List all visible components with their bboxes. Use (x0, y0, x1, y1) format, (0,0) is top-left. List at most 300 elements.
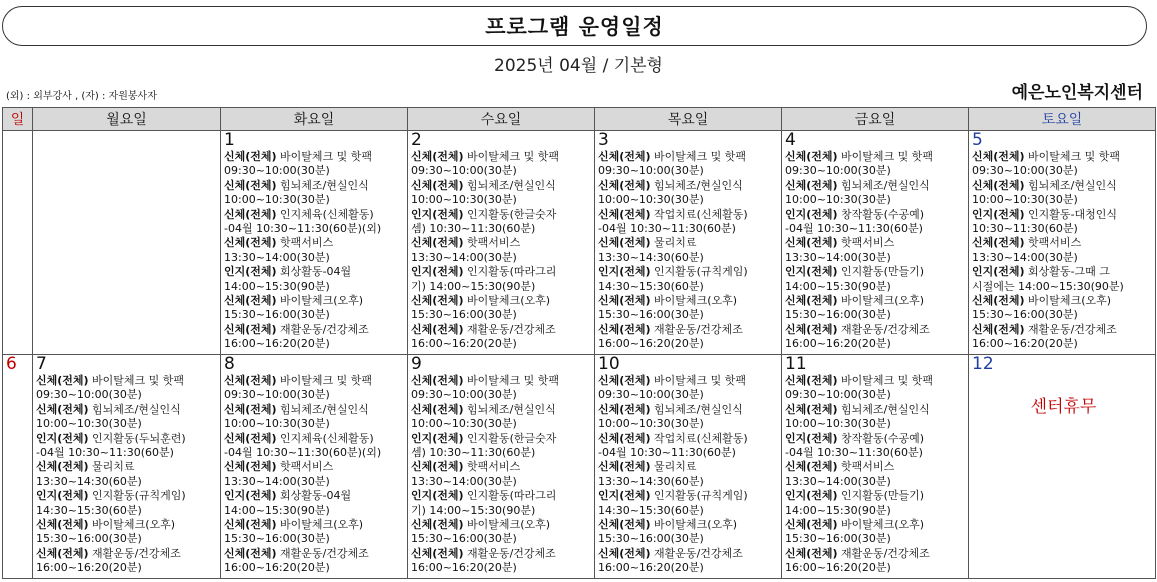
day-cell (221, 355, 408, 579)
event-title: 핫팩서비스 (463, 236, 521, 250)
day-number: 11 (785, 354, 807, 374)
event-title: 재활운동/건강체조 (463, 322, 556, 336)
event-category: 인지(전체) (972, 265, 1025, 279)
event-category: 인지(전체) (36, 431, 89, 445)
day-number: 10 (598, 354, 620, 374)
event-time: 시절에는 14:00~15:30(90분) (972, 279, 1124, 293)
event-title: 바이탈체크 및 핫팩 (650, 374, 747, 387)
event-category: 신체(전체) (411, 546, 464, 560)
event-line (36, 432, 220, 446)
week-row (3, 131, 1156, 355)
legend-text: (외) : 외부강사 , (자) : 자원봉사자 (6, 91, 157, 102)
event-category: 신체(전체) (785, 402, 838, 416)
event-category: 신체(전체) (598, 546, 651, 560)
day-cell (408, 131, 595, 355)
event-title: 인지활동(만들기) (837, 265, 925, 279)
day-number: 8 (224, 354, 235, 374)
event-line (224, 150, 407, 164)
event-time: 16:00~16:20(20분) (224, 337, 330, 351)
event-time: 15:30~16:00(30분) (785, 308, 891, 322)
event-line (36, 547, 220, 561)
event-title: 바이탈체크(오후) (88, 518, 176, 532)
event-title: 힘뇌체조/현실인식 (1024, 178, 1117, 192)
event-title: 핫팩서비스 (276, 236, 334, 250)
event-category: 신체(전체) (972, 294, 1025, 308)
event-time: 16:00~16:20(20분) (972, 337, 1078, 351)
event-time: 10:00~10:30(30분) (411, 193, 517, 207)
event-line (785, 518, 968, 532)
event-category: 신체(전체) (411, 374, 464, 387)
event-category: 신체(전체) (224, 518, 277, 532)
event-time: 13:30~14:00(30분) (411, 250, 517, 264)
event-line (598, 294, 781, 308)
event-title: 인지체육(신체활동) (276, 207, 374, 221)
event-category: 신체(전체) (972, 150, 1025, 163)
event-title: 인지활동(따라그리 (463, 265, 557, 279)
event-title: 바이탈체크(오후) (463, 518, 551, 532)
event-title: 인지활동-대청인식 (1024, 207, 1118, 221)
event-line (972, 265, 1155, 279)
day-cell (595, 131, 782, 355)
event-time: 14:00~15:30(90분) (224, 503, 330, 517)
event-time: -04월 10:30~11:30(60분) (785, 446, 923, 460)
event-time: 16:00~16:20(20분) (785, 561, 891, 575)
week-row (3, 355, 1156, 579)
event-line (785, 460, 968, 474)
event-line (36, 460, 220, 474)
event-time: 09:30~10:00(30분) (785, 164, 891, 178)
event-category: 신체(전체) (411, 322, 464, 336)
event-title: 인지활동(한글숫자 (463, 431, 557, 445)
event-line (598, 460, 781, 474)
event-line (785, 323, 968, 337)
event-title: 재활운동/건강체조 (463, 546, 556, 560)
event-category: 인지(전체) (785, 489, 838, 503)
event-line (972, 294, 1155, 308)
event-title: 힘뇌체조/현실인식 (837, 178, 930, 192)
event-category: 신체(전체) (785, 294, 838, 308)
event-title: 힘뇌체조/현실인식 (650, 402, 743, 416)
event-line (411, 323, 594, 337)
event-line (224, 460, 407, 474)
event-time: 13:30~14:00(30분) (785, 250, 891, 264)
day-number: 2 (411, 130, 422, 150)
event-line (785, 236, 968, 250)
event-line (598, 374, 781, 388)
weekday-wed: 수요일 (408, 108, 595, 131)
event-time: 09:30~10:00(30분) (972, 164, 1078, 178)
event-time: 09:30~10:00(30분) (598, 164, 704, 178)
event-title: 인지활동(만들기) (837, 489, 925, 503)
event-title: 핫팩서비스 (1024, 236, 1082, 250)
event-time: 14:30~15:30(60분) (36, 503, 142, 517)
event-line (598, 208, 781, 222)
event-line (598, 518, 781, 532)
event-time: 16:00~16:20(20분) (785, 337, 891, 351)
event-title: 핫팩서비스 (276, 460, 334, 474)
event-category: 인지(전체) (36, 489, 89, 503)
event-category: 신체(전체) (411, 236, 464, 250)
weekday-sat: 토요일 (969, 108, 1156, 131)
event-category: 인지(전체) (411, 265, 464, 279)
event-category: 신체(전체) (411, 518, 464, 532)
event-time: 셈) 10:30~11:30(60분) (411, 222, 536, 236)
event-line (785, 294, 968, 308)
event-line (785, 489, 968, 503)
event-category: 신체(전체) (224, 431, 277, 445)
weekday-mon: 월요일 (33, 108, 221, 131)
event-title: 힘뇌체조/현실인식 (276, 178, 369, 192)
event-time: 14:30~15:30(60분) (598, 279, 704, 293)
event-line (785, 374, 968, 388)
event-title: 힘뇌체조/현실인식 (88, 402, 181, 416)
event-category: 신체(전체) (785, 178, 838, 192)
event-time: 13:30~14:00(30분) (972, 250, 1078, 264)
event-time: 15:30~16:00(30분) (598, 308, 704, 322)
event-line (224, 236, 407, 250)
day-cell (33, 131, 221, 355)
event-time: 13:30~14:30(60분) (598, 474, 704, 488)
event-time: 15:30~16:00(30분) (598, 532, 704, 546)
event-title: 물리치료 (650, 460, 697, 474)
event-line (36, 374, 220, 388)
event-time: 09:30~10:00(30분) (411, 388, 517, 402)
event-time: -04월 10:30~11:30(60분)(외) (224, 446, 382, 460)
day-cell (221, 131, 408, 355)
event-title: 재활운동/건강체조 (837, 546, 930, 560)
event-time: 15:30~16:00(30분) (972, 308, 1078, 322)
event-title: 힘뇌체조/현실인식 (463, 402, 556, 416)
event-category: 신체(전체) (224, 374, 277, 387)
event-category: 신체(전체) (598, 322, 651, 336)
weekday-sun: 일 (3, 108, 33, 131)
event-line (411, 489, 594, 503)
event-time: 16:00~16:20(20분) (224, 561, 330, 575)
event-time: 10:00~10:30(30분) (411, 417, 517, 431)
event-time: 10:00~10:30(30분) (598, 193, 704, 207)
weekday-fri: 금요일 (782, 108, 969, 131)
event-line (224, 403, 407, 417)
event-title: 바이탈체크 및 핫팩 (837, 374, 934, 387)
weekday-tue: 화요일 (221, 108, 408, 131)
event-title: 바이탈체크(오후) (837, 294, 925, 308)
event-line (785, 208, 968, 222)
event-time: 16:00~16:20(20분) (411, 561, 517, 575)
event-title: 인지활동(규칙게임) (650, 265, 748, 279)
event-category: 신체(전체) (411, 178, 464, 192)
day-cell (595, 355, 782, 579)
event-title: 바이탈체크 및 핫팩 (463, 150, 560, 163)
day-number: 4 (785, 130, 796, 150)
event-time: 15:30~16:00(30분) (411, 532, 517, 546)
event-line (598, 179, 781, 193)
event-category: 신체(전체) (598, 460, 651, 474)
event-time: 15:30~16:00(30분) (224, 308, 330, 322)
event-title: 바이탈체크 및 핫팩 (463, 374, 560, 387)
event-time: 10:00~10:30(30분) (785, 417, 891, 431)
day-number: 3 (598, 130, 609, 150)
event-category: 신체(전체) (972, 322, 1025, 336)
event-category: 신체(전체) (224, 322, 277, 336)
event-line (36, 403, 220, 417)
event-title: 회상활동-04월 (276, 489, 352, 503)
event-line (224, 323, 407, 337)
event-line (411, 150, 594, 164)
page-subtitle: 2025년 04월 / 기본형 (494, 56, 663, 76)
event-time: 09:30~10:00(30분) (411, 164, 517, 178)
day-cell (782, 355, 969, 579)
event-line (598, 323, 781, 337)
event-time: 09:30~10:00(30분) (224, 388, 330, 402)
event-time: 09:30~10:00(30분) (598, 388, 704, 402)
event-category: 신체(전체) (972, 178, 1025, 192)
event-time: 10:00~10:30(30분) (972, 193, 1078, 207)
event-category: 신체(전체) (598, 178, 651, 192)
event-category: 신체(전체) (36, 518, 89, 532)
event-title: 재활운동/건강체조 (88, 546, 181, 560)
event-title: 핫팩서비스 (463, 460, 521, 474)
event-category: 신체(전체) (598, 518, 651, 532)
event-category: 신체(전체) (36, 546, 89, 560)
day-number: 6 (6, 354, 17, 374)
event-title: 작업치료(신체활동) (650, 207, 748, 221)
day-number: 7 (36, 354, 47, 374)
event-time: 14:00~15:30(90분) (785, 503, 891, 517)
event-title: 힘뇌체조/현실인식 (837, 402, 930, 416)
event-line (785, 547, 968, 561)
event-line (224, 179, 407, 193)
event-line (224, 432, 407, 446)
event-category: 신체(전체) (785, 518, 838, 532)
event-title: 재활운동/건강체조 (1024, 322, 1117, 336)
event-time: 10:00~10:30(30분) (785, 193, 891, 207)
day-cell (969, 355, 1156, 579)
event-category: 신체(전체) (224, 207, 277, 221)
event-time: 09:30~10:00(30분) (36, 388, 142, 402)
event-category: 신체(전체) (598, 150, 651, 163)
event-category: 신체(전체) (972, 236, 1025, 250)
event-time: 14:30~15:30(60분) (598, 503, 704, 517)
event-category: 신체(전체) (411, 460, 464, 474)
event-line (785, 432, 968, 446)
event-category: 신체(전체) (785, 322, 838, 336)
event-line (785, 403, 968, 417)
event-time: 기) 14:00~15:30(90분) (411, 503, 536, 517)
weekday-header-row (3, 108, 1156, 131)
event-category: 신체(전체) (785, 460, 838, 474)
event-title: 바이탈체크(오후) (1024, 294, 1112, 308)
event-category: 신체(전체) (785, 546, 838, 560)
day-cell (969, 131, 1156, 355)
event-line (224, 547, 407, 561)
event-line (785, 179, 968, 193)
event-title: 바이탈체크(오후) (276, 518, 364, 532)
event-time: 10:30~11:30(60분) (972, 222, 1078, 236)
event-title: 바이탈체크(오후) (463, 294, 551, 308)
event-line (411, 374, 594, 388)
event-title: 바이탈체크(오후) (650, 518, 738, 532)
day-number: 1 (224, 130, 235, 150)
day-number: 12 (972, 354, 994, 374)
event-title: 힘뇌체조/현실인식 (650, 178, 743, 192)
event-time: 13:30~14:00(30분) (785, 474, 891, 488)
event-title: 바이탈체크(오후) (650, 294, 738, 308)
event-category: 인지(전체) (785, 265, 838, 279)
event-line (411, 432, 594, 446)
event-title: 재활운동/건강체조 (650, 322, 743, 336)
event-time: 13:30~14:30(60분) (598, 250, 704, 264)
event-category: 인지(전체) (411, 207, 464, 221)
event-time: 13:30~14:30(60분) (36, 474, 142, 488)
event-category: 신체(전체) (36, 460, 89, 474)
event-title: 인지활동(두뇌훈련) (88, 431, 186, 445)
day-cell (3, 355, 33, 579)
event-line (36, 518, 220, 532)
event-category: 신체(전체) (598, 402, 651, 416)
event-line (224, 374, 407, 388)
event-title: 인지체육(신체활동) (276, 431, 374, 445)
event-time: 15:30~16:00(30분) (411, 308, 517, 322)
event-line (411, 294, 594, 308)
event-line (411, 208, 594, 222)
event-category: 인지(전체) (598, 489, 651, 503)
event-time: 15:30~16:00(30분) (785, 532, 891, 546)
event-category: 인지(전체) (972, 207, 1025, 221)
weekday-thu: 목요일 (595, 108, 782, 131)
event-title: 핫팩서비스 (837, 460, 895, 474)
event-title: 물리치료 (88, 460, 135, 474)
event-title: 힘뇌체조/현실인식 (463, 178, 556, 192)
event-title: 바이탈체크 및 핫팩 (650, 150, 747, 163)
event-time: 10:00~10:30(30분) (36, 417, 142, 431)
event-line (972, 179, 1155, 193)
event-time: 09:30~10:00(30분) (785, 388, 891, 402)
event-title: 작업치료(신체활동) (650, 431, 748, 445)
event-category: 신체(전체) (224, 150, 277, 163)
event-line (598, 265, 781, 279)
event-category: 신체(전체) (224, 178, 277, 192)
event-title: 창작활동(수공예) (837, 207, 925, 221)
day-cell (782, 131, 969, 355)
event-title: 바이탈체크 및 핫팩 (276, 150, 373, 163)
event-category: 신체(전체) (411, 150, 464, 163)
event-title: 회상활동-04월 (276, 265, 352, 279)
event-category: 신체(전체) (598, 294, 651, 308)
event-time: 13:30~14:00(30분) (224, 250, 330, 264)
event-time: 09:30~10:00(30분) (224, 164, 330, 178)
event-title: 재활운동/건강체조 (276, 546, 369, 560)
event-time: 16:00~16:20(20분) (36, 561, 142, 575)
event-time: 13:30~14:00(30분) (411, 474, 517, 488)
event-time: 16:00~16:20(20분) (411, 337, 517, 351)
event-title: 바이탈체크 및 핫팩 (1024, 150, 1121, 163)
event-time: 14:00~15:30(90분) (224, 279, 330, 293)
event-time: 13:30~14:00(30분) (224, 474, 330, 488)
title-box (2, 6, 1147, 46)
event-time: -04월 10:30~11:30(60분)(외) (224, 222, 382, 236)
event-category: 인지(전체) (785, 431, 838, 445)
page-title: 프로그램 운영일정 (485, 15, 664, 39)
event-category: 신체(전체) (785, 150, 838, 163)
event-line (411, 265, 594, 279)
event-line (224, 294, 407, 308)
event-title: 재활운동/건강체조 (837, 322, 930, 336)
event-time: -04월 10:30~11:30(60분) (785, 222, 923, 236)
event-time: 10:00~10:30(30분) (598, 417, 704, 431)
event-title: 인지활동(따라그리 (463, 489, 557, 503)
event-category: 신체(전체) (411, 402, 464, 416)
event-time: 15:30~16:00(30분) (36, 532, 142, 546)
event-time: 셈) 10:30~11:30(60분) (411, 446, 536, 460)
event-line (785, 265, 968, 279)
event-category: 인지(전체) (411, 431, 464, 445)
event-line (411, 460, 594, 474)
event-time: 10:00~10:30(30분) (224, 417, 330, 431)
event-line (411, 547, 594, 561)
event-title: 물리치료 (650, 236, 697, 250)
event-line (972, 150, 1155, 164)
event-line (598, 547, 781, 561)
event-category: 신체(전체) (598, 236, 651, 250)
event-title: 인지활동(한글숫자 (463, 207, 557, 221)
event-time: -04월 10:30~11:30(60분) (598, 446, 736, 460)
event-category: 신체(전체) (224, 546, 277, 560)
event-time: -04월 10:30~11:30(60분) (598, 222, 736, 236)
event-time: -04월 10:30~11:30(60분) (36, 446, 174, 460)
day-cell (408, 355, 595, 579)
holiday-label: 센터휴무 (1030, 397, 1097, 417)
event-line (598, 150, 781, 164)
event-line (411, 518, 594, 532)
event-category: 인지(전체) (411, 489, 464, 503)
event-time: 14:00~15:30(90분) (785, 279, 891, 293)
event-line (224, 518, 407, 532)
event-category: 인지(전체) (598, 265, 651, 279)
event-line (411, 179, 594, 193)
event-category: 신체(전체) (224, 236, 277, 250)
event-line (224, 489, 407, 503)
event-category: 신체(전체) (411, 294, 464, 308)
event-line (972, 208, 1155, 222)
event-time: 10:00~10:30(30분) (224, 193, 330, 207)
day-number: 9 (411, 354, 422, 374)
event-line (411, 403, 594, 417)
event-category: 신체(전체) (224, 402, 277, 416)
event-time: 16:00~16:20(20분) (598, 561, 704, 575)
event-line (224, 208, 407, 222)
event-line (598, 489, 781, 503)
event-time: 16:00~16:20(20분) (598, 337, 704, 351)
event-line (598, 432, 781, 446)
event-category: 인지(전체) (785, 207, 838, 221)
event-category: 신체(전체) (598, 431, 651, 445)
event-line (224, 265, 407, 279)
event-line (972, 323, 1155, 337)
event-category: 신체(전체) (785, 236, 838, 250)
event-title: 재활운동/건강체조 (650, 546, 743, 560)
event-category: 신체(전체) (36, 374, 89, 387)
event-title: 바이탈체크(오후) (837, 518, 925, 532)
event-title: 힘뇌체조/현실인식 (276, 402, 369, 416)
event-category: 신체(전체) (785, 374, 838, 387)
event-line (598, 403, 781, 417)
event-line (36, 489, 220, 503)
day-number: 5 (972, 130, 983, 150)
event-title: 핫팩서비스 (837, 236, 895, 250)
day-cell (33, 355, 221, 579)
calendar-table (2, 107, 1156, 579)
event-title: 바이탈체크(오후) (276, 294, 364, 308)
